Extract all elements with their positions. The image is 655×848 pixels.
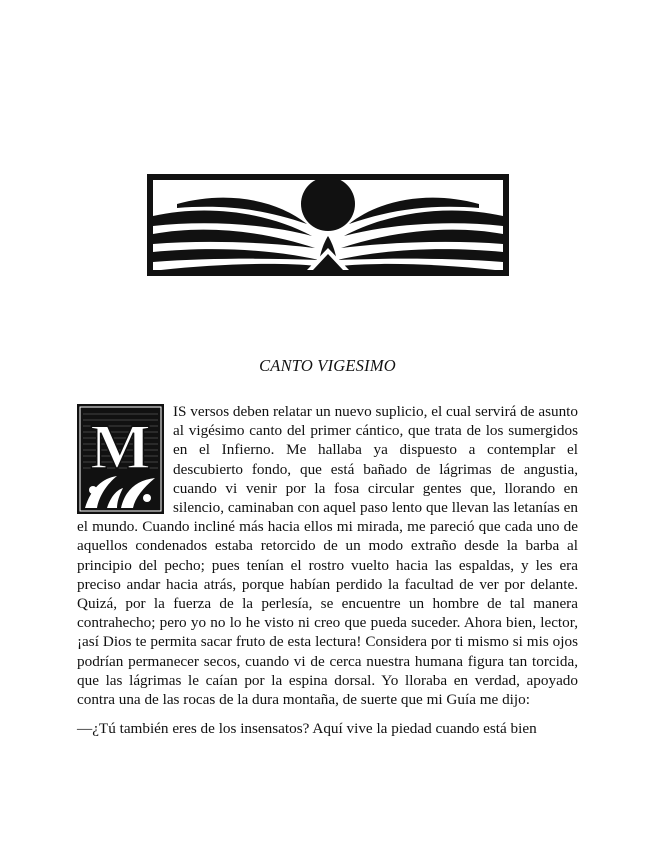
paragraph-2: —¿Tú también eres de los insensatos? Aquí vive la piedad cuando está bien <box>77 720 537 738</box>
rising-sun-ornament-icon <box>147 174 509 276</box>
headpiece-ornament <box>147 174 509 276</box>
illuminated-initial-icon <box>77 404 164 514</box>
paragraph-1: IS versos deben relatar un nuevo suplicio, el cual servirá de asunto al vigésimo canto del primer cántico, que trata de los sumergidos en el Infierno. Me hallaba ya dispuesto a contemplar el descubierto fondo, que está bañado de lágrimas de angustia, cuando vi venir por la fosa circular gentes que, llorando en silencio, caminaban con aquel paso lento que llevan las letanías en el mundo. Cuando incliné más hacia ellos mi mirada, me pareció que cada uno de aquellos condenados estaba retorcido de un modo extraño desde la barba al principio del pecho; pues tenían el rostro vuelto hacia las espaldas, y les era preciso andar hacia atrás, porque habían perdido la facultad de ver por delante. Quizá, por la fuerza de la perlesía, se encuentre un hombre de tal manera contrahecho; pero yo no lo he visto ni creo que pueda suceder. Ahora bien, lector, ¡así Dios te permita sacar fruto de esta lectura! Considera por ti mismo si mis ojos podrían permanecer secos, cuando vi de cerca nuestra humana figura tan torcida, que las lágrimas le caían por la espina dorsal. Yo lloraba en verdad, apoyado contra una de las rocas de la dura montaña, de suerte que mi Guía me dijo: <box>77 403 578 709</box>
dropcap-letter: M <box>90 411 151 482</box>
dropcap-initial <box>77 404 164 514</box>
body-text <box>77 402 578 738</box>
chapter-title: CANTO VIGESIMO <box>259 356 396 375</box>
